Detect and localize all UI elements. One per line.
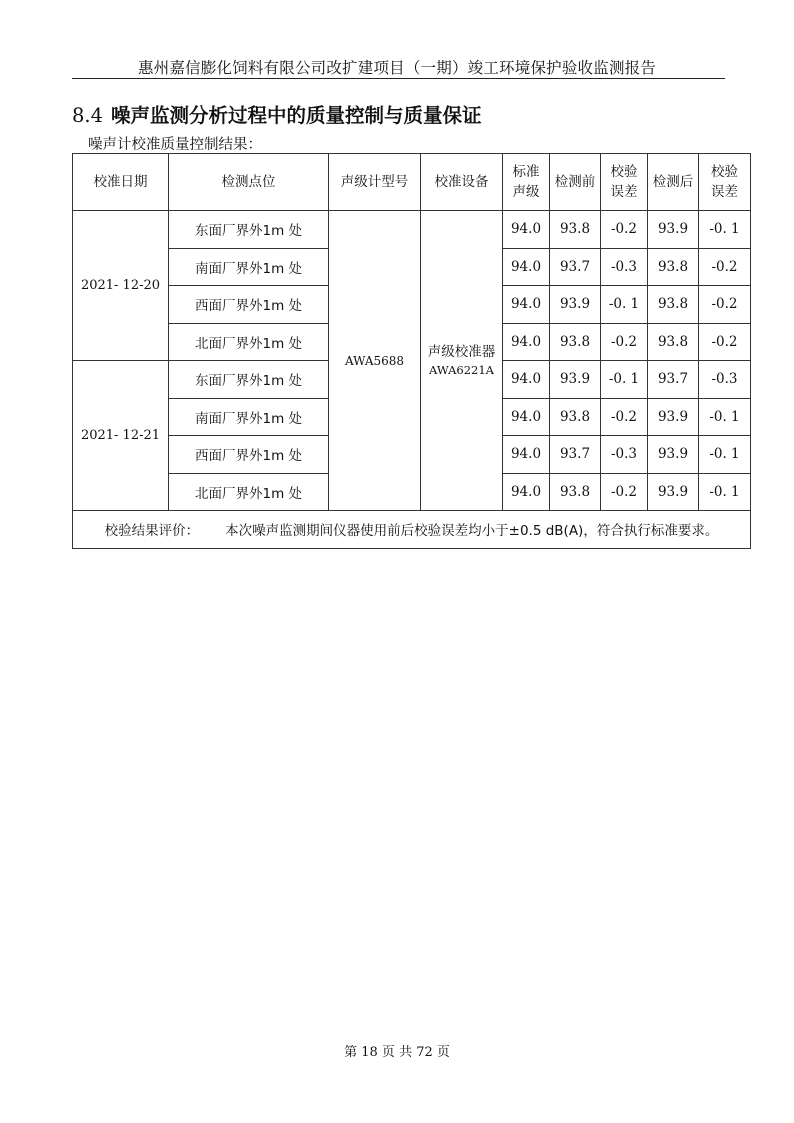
location-cell: 西面厂界外1m 处 — [169, 286, 329, 324]
after-cell: 93.8 — [648, 248, 699, 286]
device-name: 声级校准器 — [427, 343, 496, 360]
before-cell: 93.8 — [550, 398, 601, 436]
error-after-cell: -0. 1 — [699, 398, 751, 436]
after-cell: 93.9 — [648, 436, 699, 474]
standard-cell: 94.0 — [503, 323, 550, 361]
date-cell: 2021- 12-20 — [73, 211, 169, 361]
evaluation-cell — [73, 511, 751, 549]
error-before-cell: -0. 1 — [601, 361, 648, 399]
after-cell: 93.7 — [648, 361, 699, 399]
after-cell: 93.8 — [648, 323, 699, 361]
error-before-cell: -0.2 — [601, 211, 648, 249]
after-cell: 93.9 — [648, 398, 699, 436]
error-after-cell: -0.2 — [699, 286, 751, 324]
header-standard-line1: 标准 — [512, 164, 540, 180]
standard-cell: 94.0 — [503, 286, 550, 324]
before-cell: 93.9 — [550, 286, 601, 324]
evaluation-row — [73, 511, 751, 549]
header-before: 检测前 — [550, 154, 601, 211]
header-divider — [72, 78, 725, 79]
date-cell: 2021- 12-21 — [73, 361, 169, 511]
before-cell: 93.9 — [550, 361, 601, 399]
standard-cell: 94.0 — [503, 473, 550, 511]
table-caption: 噪声计校准质量控制结果： — [88, 137, 262, 153]
table-header-row — [73, 154, 751, 211]
device-cell — [421, 211, 503, 511]
location-cell: 北面厂界外1m 处 — [169, 473, 329, 511]
header-error-after — [699, 154, 751, 211]
error-before-cell: -0.2 — [601, 323, 648, 361]
header-location: 检测点位 — [169, 154, 329, 211]
error-after-cell: -0. 1 — [699, 436, 751, 474]
error-before-cell: -0. 1 — [601, 286, 648, 324]
after-cell: 93.8 — [648, 286, 699, 324]
device-model: AWA6221A — [429, 362, 494, 377]
error-after-cell: -0.2 — [699, 248, 751, 286]
header-standard-line2: 声级 — [512, 184, 540, 200]
standard-cell: 94.0 — [503, 248, 550, 286]
section-title: 噪声监测分析过程中的质量控制与质量保证 — [111, 104, 482, 127]
error-before-cell: -0.2 — [601, 398, 648, 436]
section-heading — [72, 100, 482, 128]
after-cell: 93.9 — [648, 473, 699, 511]
error-after-cell: -0. 1 — [699, 211, 751, 249]
evaluation-text: 本次噪声监测期间仪器使用前后校验误差均小于±0.5 dB(A)，符合执行标准要求。 — [225, 523, 719, 540]
section-number: 8.4 — [72, 104, 104, 127]
header-err1-line1: 校验 — [610, 164, 638, 180]
page-number: 第 18 页 共 72 页 — [344, 1045, 450, 1060]
before-cell: 93.7 — [550, 436, 601, 474]
header-error-before — [601, 154, 648, 211]
header-err2-line1: 校验 — [711, 164, 738, 180]
header-meter-model: 声级计型号 — [329, 154, 421, 211]
location-cell: 北面厂界外1m 处 — [169, 323, 329, 361]
standard-cell: 94.0 — [503, 211, 550, 249]
header-err2-line2: 误差 — [711, 184, 738, 200]
standard-cell: 94.0 — [503, 398, 550, 436]
location-cell: 东面厂界外1m 处 — [169, 211, 329, 249]
error-after-cell: -0. 1 — [699, 473, 751, 511]
meter-model-cell: AWA5688 — [329, 211, 421, 511]
table-row — [73, 211, 751, 249]
calibration-table — [72, 153, 751, 549]
report-header-title: 惠州嘉信膨化饲料有限公司改扩建项目（一期）竣工环境保护验收监测报告 — [137, 59, 657, 77]
after-cell: 93.9 — [648, 211, 699, 249]
header-date: 校准日期 — [73, 154, 169, 211]
error-before-cell: -0.2 — [601, 473, 648, 511]
standard-cell: 94.0 — [503, 436, 550, 474]
header-device: 校准设备 — [421, 154, 503, 211]
header-err1-line2: 误差 — [610, 184, 638, 200]
evaluation-label: 校验结果评价： — [104, 523, 200, 540]
before-cell: 93.7 — [550, 248, 601, 286]
before-cell: 93.8 — [550, 211, 601, 249]
location-cell: 南面厂界外1m 处 — [169, 398, 329, 436]
error-after-cell: -0.3 — [699, 361, 751, 399]
error-after-cell: -0.2 — [699, 323, 751, 361]
error-before-cell: -0.3 — [601, 248, 648, 286]
header-after: 检测后 — [648, 154, 699, 211]
before-cell: 93.8 — [550, 473, 601, 511]
standard-cell: 94.0 — [503, 361, 550, 399]
error-before-cell: -0.3 — [601, 436, 648, 474]
header-standard-level — [503, 154, 550, 211]
location-cell: 东面厂界外1m 处 — [169, 361, 329, 399]
location-cell: 西面厂界外1m 处 — [169, 436, 329, 474]
location-cell: 南面厂界外1m 处 — [169, 248, 329, 286]
before-cell: 93.8 — [550, 323, 601, 361]
